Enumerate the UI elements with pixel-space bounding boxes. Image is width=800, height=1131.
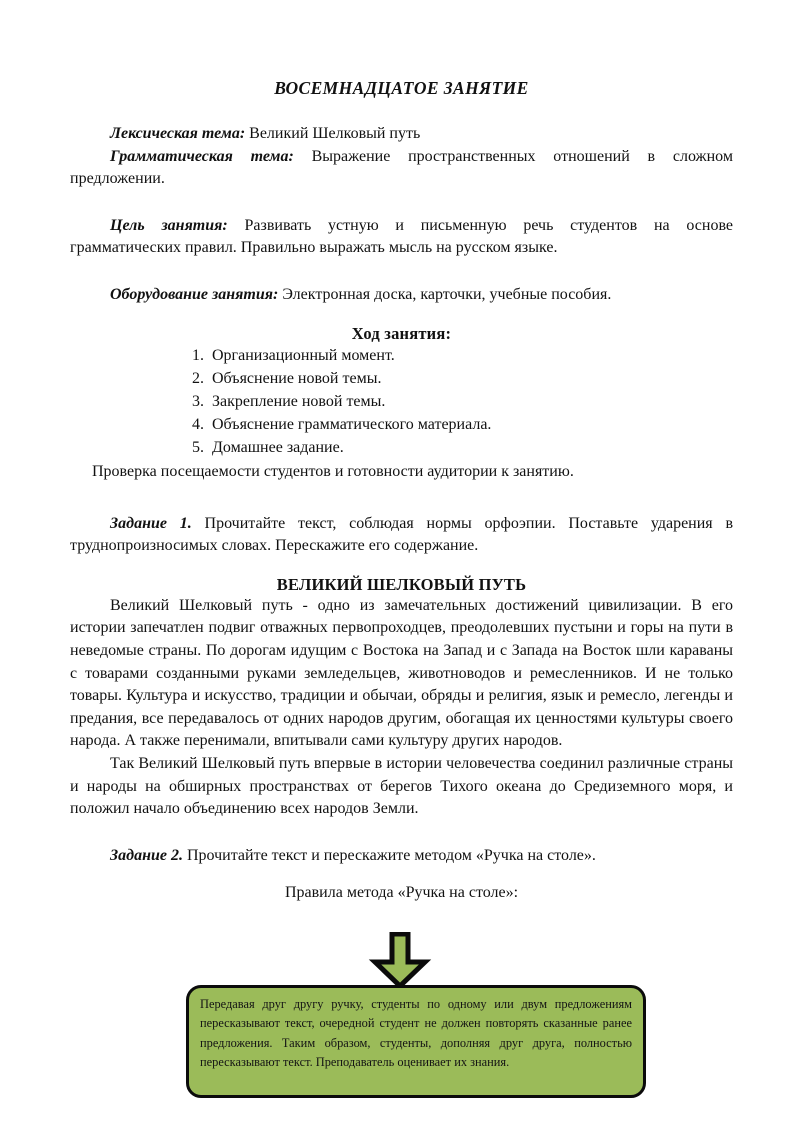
equipment-label: Оборудование занятия: — [110, 285, 279, 303]
attendance-note: Проверка посещаемости студентов и готовности аудитории к занятию. — [92, 462, 574, 480]
equipment-value: Электронная доска, карточки, учебные пособия. — [278, 285, 612, 303]
grammar-theme-label: Грамматическая тема: — [110, 147, 294, 165]
rules-title: Правила метода «Ручка на столе»: — [284, 884, 519, 902]
list-item — [186, 367, 733, 390]
list-item-label: Организационный момент. — [212, 346, 395, 364]
spacer — [70, 99, 733, 123]
goal-line — [70, 215, 733, 260]
method-rules-callout — [186, 985, 646, 1098]
lexical-theme-line — [70, 123, 733, 146]
grammar-theme-line — [70, 146, 733, 191]
lexical-theme-label: Лексическая тема: — [110, 125, 246, 142]
list-item-number: 3. — [192, 392, 204, 410]
method-rules-text: Передавая друг другу ручку, студенты по одному или двум предложениям пересказывают текст, очередной студент не должен повторять сказанные ранее предложения. Таким образом, студенты, дополняя друг друга, полностью пересказывают текст. Преподаватель оценивает их знания. — [200, 997, 632, 1070]
goal-value: Развивать устную и письменную речь студентов на основе грамматических правил. Правильно выражать мысль на русском языке. — [70, 216, 734, 257]
reading-paragraph-2: Так Великий Шелковый путь впервые в истории человечества соединил различные страны и народы на обширных пространствах от берегов Тихого океана до Средиземного моря, и положил начало объединению всех народов Земли. — [70, 754, 733, 818]
reading-paragraph-1: Великий Шелковый путь - одно из замечательных достижений цивилизации. В его истории запечатлен подвиг отважных первопроходцев, преодолевших пустыни и горы на пути в неведомые страны. По дорогам идущим с Востока на Запад и с Запада на Восток шли караваны с товарами созданными руками земледельцев, животноводов и ремесленников. И не только товары. Культура и искусство, традиции и обычаи, обряды и религия, язык и ремесло, легенды и предания, все передавалось от одних народов другим, обогащая их ценностями культуры своего народа. А также перенимали, впитывали сами культуру других народов. — [70, 596, 733, 750]
list-item — [186, 390, 733, 413]
arrow-down-icon — [368, 932, 432, 988]
spacer — [70, 260, 733, 284]
document-body — [70, 0, 733, 902]
spacer — [70, 191, 733, 215]
lesson-plan-list — [70, 344, 733, 460]
list-item-label: Объяснение грамматического материала. — [212, 416, 492, 434]
list-item-label: Домашнее задание. — [212, 439, 344, 457]
list-item-label: Закрепление новой темы. — [212, 392, 386, 410]
spacer — [70, 307, 733, 324]
page-title: ВОСЕМНАДЦАТОЕ ЗАНЯТИЕ — [274, 78, 529, 98]
goal-label: Цель занятия: — [110, 216, 228, 234]
task1-text: Прочитайте текст, соблюдая нормы орфоэпии. Поставьте ударения в труднопроизносимых словах. Перескажите его содержание. — [70, 514, 733, 555]
reading-heading: ВЕЛИКИЙ ШЕЛКОВЫЙ ПУТЬ — [276, 574, 527, 594]
list-item — [186, 413, 733, 436]
task1-label: Задание 1. — [110, 514, 192, 532]
spacer — [70, 821, 733, 845]
list-item-number: 4. — [192, 416, 204, 434]
task2-line — [70, 845, 733, 868]
arrow-down-container — [0, 932, 800, 988]
list-item-number: 1. — [192, 346, 204, 364]
grammar-theme-value: Выражение пространственных отношений в сложном предложении. — [70, 147, 733, 188]
lexical-theme-value: Великий Шелковый путь — [245, 125, 421, 142]
equipment-line — [70, 284, 733, 307]
list-item — [186, 344, 733, 367]
task2-label: Задание 2. — [110, 846, 183, 864]
spacer — [70, 558, 733, 575]
plan-heading: Ход занятия: — [351, 323, 452, 343]
list-item — [186, 436, 733, 459]
spacer — [70, 483, 733, 513]
list-item-number: 2. — [192, 369, 204, 387]
task2-text: Прочитайте текст и перескажите методом «Ручка на столе». — [182, 846, 596, 864]
spacer — [70, 867, 733, 884]
list-item-label: Объяснение новой темы. — [212, 369, 382, 387]
list-item-number: 5. — [192, 439, 204, 457]
task1-line — [70, 513, 733, 558]
